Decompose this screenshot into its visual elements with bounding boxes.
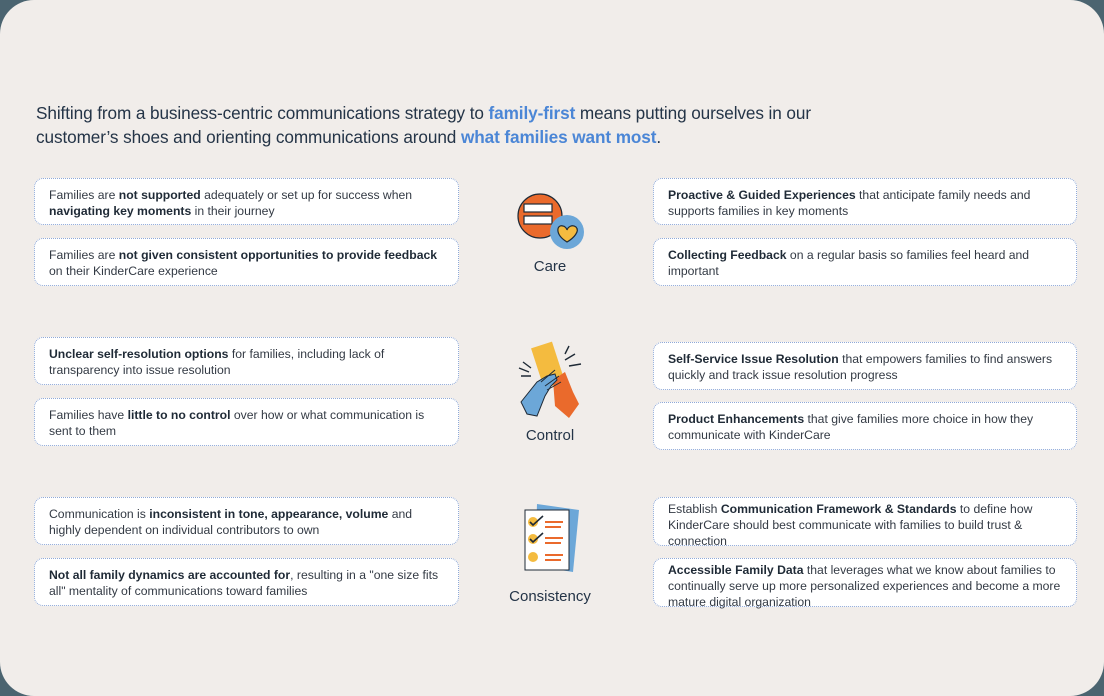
care-icon <box>500 190 600 252</box>
consistency-solution-2 <box>653 558 1077 607</box>
bold-text: inconsistent in tone, appearance, volume <box>149 507 389 521</box>
bold-text: not given consistent opportunities to provide feedback <box>118 248 438 262</box>
text: in their journey <box>191 204 275 218</box>
care-solution-1 <box>653 178 1077 225</box>
consistency-label: Consistency <box>509 588 591 605</box>
text: Communication is <box>49 507 150 521</box>
text: that empowers families to find answers quickly and track issue resolution progress <box>668 352 1053 382</box>
bold-text: Product Enhancements <box>668 412 805 426</box>
control-label: Control <box>525 427 575 444</box>
care-label: Care <box>533 258 567 275</box>
text: , resulting in a "one size fits all" mentality of communications toward families <box>49 568 439 598</box>
bold-text: Not all family dynamics are accounted for <box>49 568 291 582</box>
text: that leverages what we know about families to continually serve up more personalized experiences and become a more mature digital organization <box>668 563 1061 609</box>
text: to define how KinderCare should best communicate with families to build trust & connection <box>668 502 1033 548</box>
text: Families are <box>49 248 119 262</box>
control-solution-1 <box>653 342 1077 390</box>
hands-high-five-icon <box>500 340 600 420</box>
bold-text: little to no control <box>127 408 231 422</box>
text: on a regular basis so families feel heard and important <box>668 248 1030 278</box>
care-problem-1 <box>34 178 459 225</box>
headline-accent-what-families-want: what families want most <box>460 127 657 147</box>
bold-text: not supported <box>118 188 201 202</box>
bold-text: Communication Framework & Standards <box>720 502 957 516</box>
headline-text: . <box>656 127 662 147</box>
text: Establish <box>668 502 721 516</box>
text: adequately or set up for success when <box>200 188 413 202</box>
text: and highly dependent on individual contributors to own <box>49 507 413 537</box>
control-solution-2 <box>653 402 1077 450</box>
headline-text: means putting ourselves in our customer’s shoes and orienting communications around <box>36 103 811 147</box>
bold-text: Accessible Family Data <box>668 563 804 577</box>
text: Families are <box>49 188 119 202</box>
headline-accent-family-first: family-first <box>488 103 576 123</box>
control-problem-1 <box>34 337 459 385</box>
text: on their KinderCare experience <box>49 264 218 278</box>
headline-text: Shifting from a business-centric communications strategy to <box>36 103 489 123</box>
bold-text: Unclear self-resolution options <box>49 347 229 361</box>
consistency-problem-2 <box>34 558 459 606</box>
text: over how or what communication is sent to them <box>49 408 425 438</box>
bold-text: Collecting Feedback <box>668 248 787 262</box>
bold-text: Self-Service Issue Resolution <box>668 352 839 366</box>
checklist-icon <box>500 502 600 576</box>
text: that anticipate family needs and supports families in key moments <box>668 188 1031 218</box>
care-problem-2 <box>34 238 459 286</box>
bold-text: navigating key moments <box>49 204 192 218</box>
care-solution-2 <box>653 238 1077 286</box>
bold-text: Proactive & Guided Experiences <box>668 188 856 202</box>
text: Families have <box>49 408 128 422</box>
control-problem-2 <box>34 398 459 446</box>
consistency-problem-1 <box>34 497 459 545</box>
consistency-solution-1 <box>653 497 1077 546</box>
text: for families, including lack of transparency into issue resolution <box>49 347 385 377</box>
text: that give families more choice in how they communicate with KinderCare <box>668 412 1034 442</box>
headline <box>36 101 856 149</box>
